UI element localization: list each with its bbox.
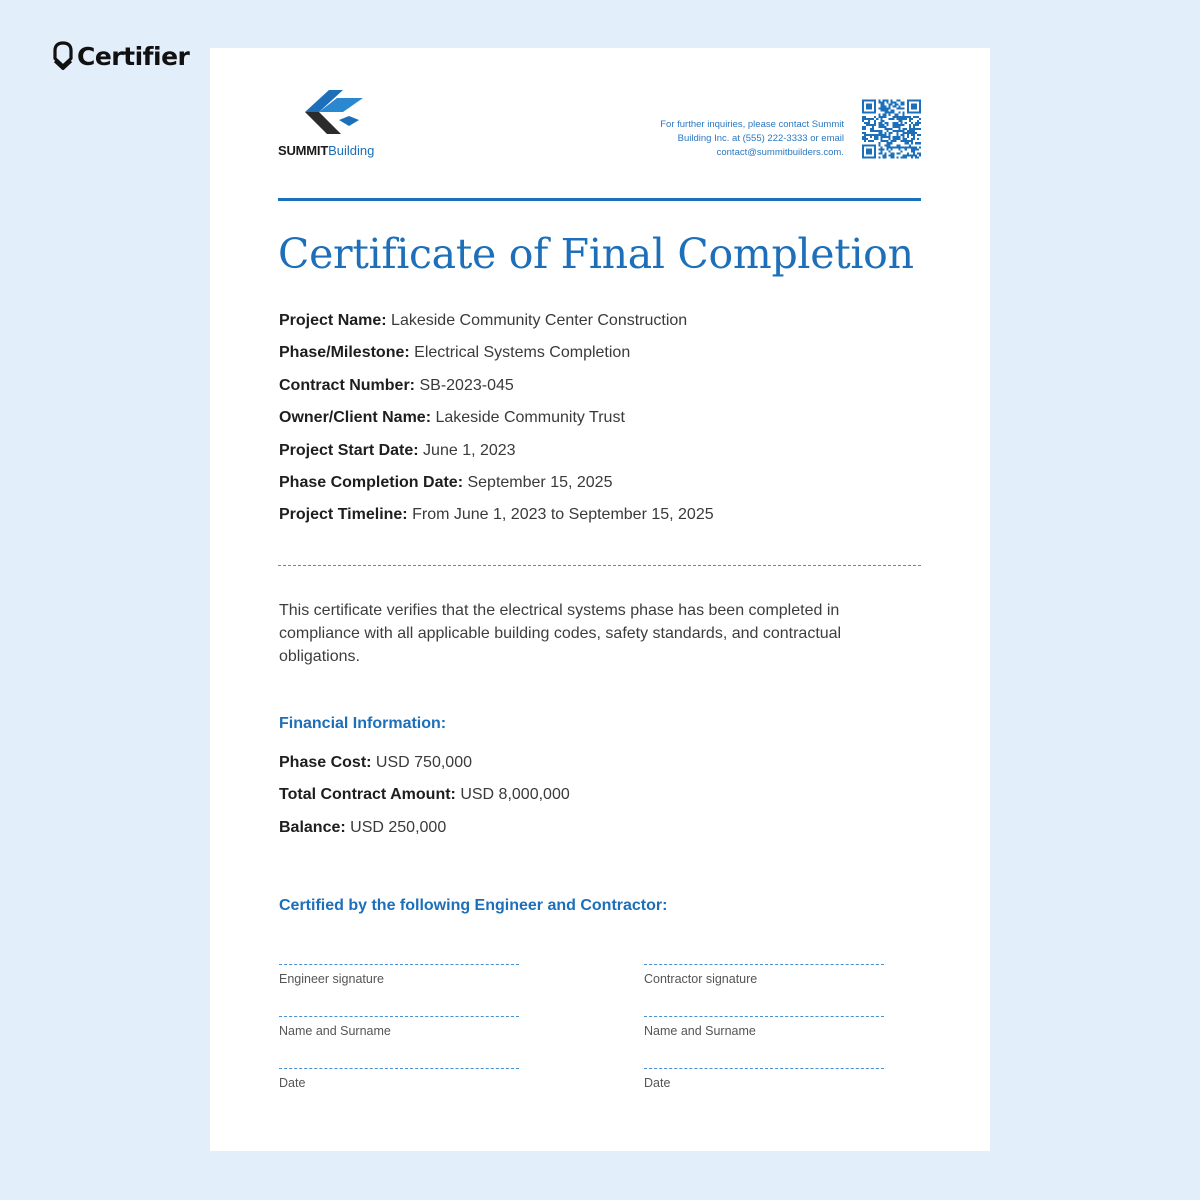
field-value: From June 1, 2023 to September 15, 2025 xyxy=(412,506,714,524)
field-label: Project Start Date: xyxy=(279,441,419,459)
field-label: Phase Cost: xyxy=(279,754,372,771)
field-label: Phase/Milestone: xyxy=(279,344,410,362)
certified-heading: Certified by the following Engineer and Contractor: xyxy=(279,897,668,914)
field-balance xyxy=(279,819,570,851)
field-start-date xyxy=(279,442,714,474)
contractor-name-line[interactable] xyxy=(644,1016,884,1068)
field-phase xyxy=(279,344,714,376)
contractor-signature-line[interactable] xyxy=(644,964,884,1016)
contractor-date-line[interactable] xyxy=(644,1068,884,1120)
field-completion-date xyxy=(279,474,714,506)
field-project-name xyxy=(279,312,714,344)
field-label: Contract Number: xyxy=(279,376,416,394)
company-name-bold: SUMMIT xyxy=(278,143,329,158)
engineer-signature-line[interactable] xyxy=(279,964,519,1016)
signature-caption: Name and Surname xyxy=(279,1024,391,1038)
engineer-name-line[interactable] xyxy=(279,1016,519,1068)
contact-info: For further inquiries, please contact Summit Building Inc. at (555) 222-3333 or email contact@summitbuilders.com. xyxy=(660,119,844,158)
signature-dashed-line xyxy=(644,1068,884,1069)
field-timeline xyxy=(279,506,714,538)
signature-dashed-line xyxy=(279,1016,519,1017)
field-label: Owner/Client Name: xyxy=(279,409,432,427)
field-value: Electrical Systems Completion xyxy=(414,344,631,362)
field-label: Balance: xyxy=(279,818,346,836)
field-value: USD 250,000 xyxy=(350,818,447,836)
header-rule xyxy=(278,198,921,201)
field-label: Phase Completion Date: xyxy=(279,473,464,491)
signature-dashed-line xyxy=(279,1068,519,1069)
field-owner xyxy=(279,409,714,441)
field-value: June 1, 2023 xyxy=(423,441,516,459)
signature-caption: Name and Surname xyxy=(644,1024,756,1038)
field-value: SB-2023-045 xyxy=(419,376,514,394)
field-value: Lakeside Community Trust xyxy=(435,409,625,427)
project-fields xyxy=(279,312,714,539)
signature-dashed-line xyxy=(644,1016,884,1017)
certificate-title: Certificate of Final Completion xyxy=(278,230,914,278)
field-value: USD 750,000 xyxy=(375,754,472,771)
signature-caption: Engineer signature xyxy=(279,972,384,986)
field-label: Project Timeline: xyxy=(279,506,408,524)
certifier-brand-name: Certifier xyxy=(77,41,190,71)
contractor-signature-block xyxy=(644,964,884,1120)
field-contract-number xyxy=(279,377,714,409)
summit-logo-icon xyxy=(305,90,363,140)
signature-caption: Contractor signature xyxy=(644,972,758,986)
company-name xyxy=(278,143,398,158)
qr-code-icon xyxy=(862,98,921,160)
field-value: September 15, 2025 xyxy=(467,473,613,491)
certificate-statement: This certificate verifies that the electrical systems phase has been completed in compliance with all applicable building codes, safety standards, and contractual obligations. xyxy=(279,602,842,665)
company-name-light: Building xyxy=(328,143,375,158)
field-label: Project Name: xyxy=(279,312,387,329)
financial-heading: Financial Information: xyxy=(279,715,447,732)
field-value: USD 8,000,000 xyxy=(460,786,570,804)
signature-caption: Date xyxy=(644,1076,671,1090)
field-total-contract xyxy=(279,786,570,818)
company-logo xyxy=(278,90,398,158)
financial-fields xyxy=(279,754,570,851)
signature-caption: Date xyxy=(279,1076,306,1090)
field-value: Lakeside Community Center Construction xyxy=(391,312,688,329)
section-divider xyxy=(278,565,921,566)
certifier-logo-icon xyxy=(52,40,74,72)
certificate-sheet xyxy=(210,48,990,1151)
field-label: Total Contract Amount: xyxy=(279,786,456,804)
signature-dashed-line xyxy=(279,964,519,965)
field-phase-cost xyxy=(279,754,570,786)
signature-dashed-line xyxy=(644,964,884,965)
certifier-brand xyxy=(52,40,189,72)
engineer-date-line[interactable] xyxy=(279,1068,519,1120)
engineer-signature-block xyxy=(279,964,519,1120)
